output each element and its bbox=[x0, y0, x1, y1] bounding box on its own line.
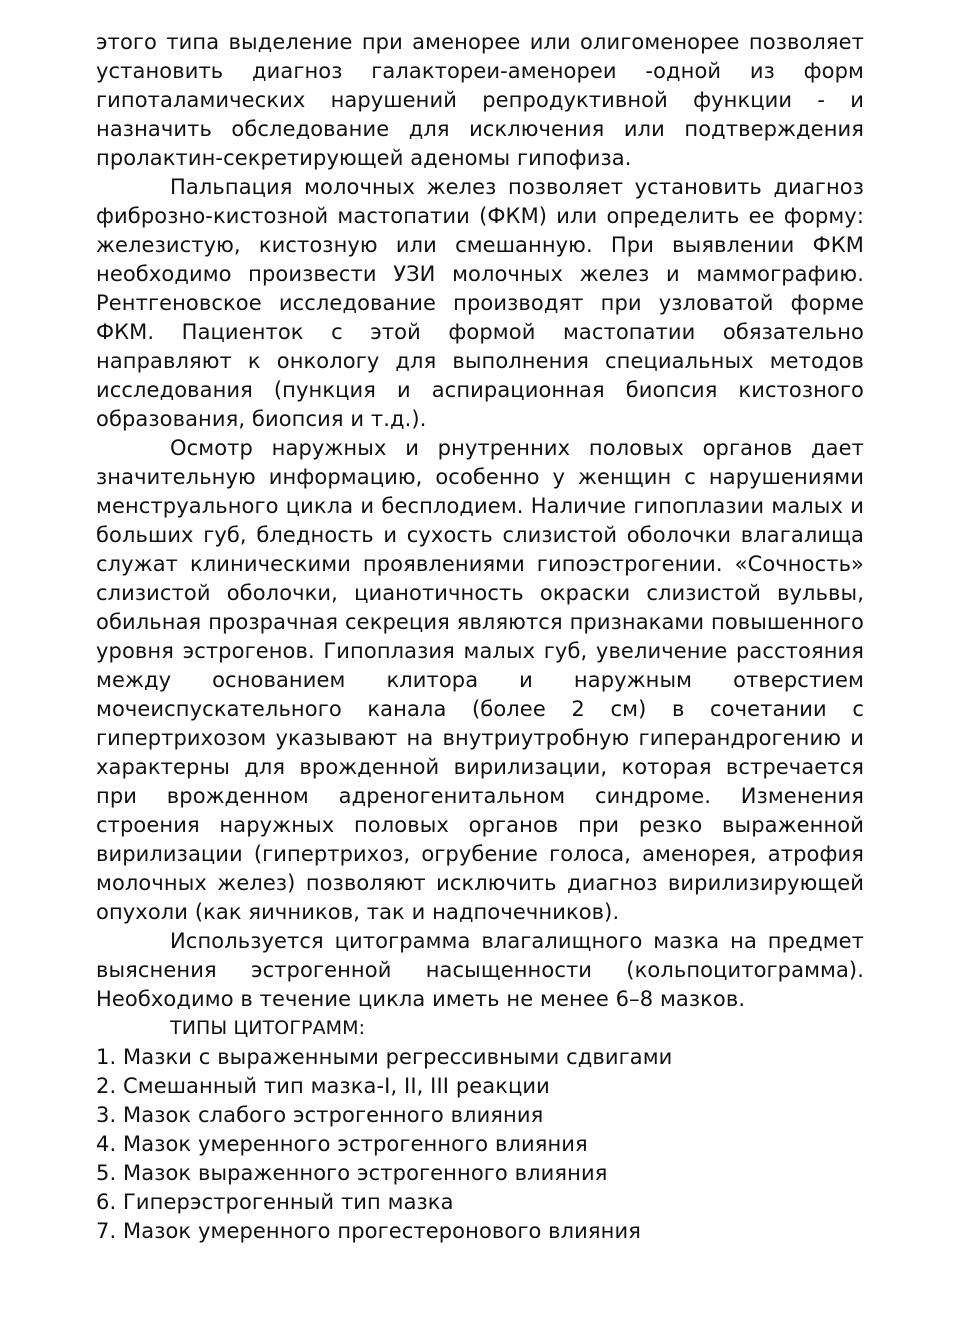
list-item: 6. Гиперэстрогенный тип мазка bbox=[96, 1190, 454, 1214]
list-item: 4. Мазок умеренного эстрогенного влияния bbox=[96, 1132, 588, 1156]
cytogram-types-list bbox=[96, 1043, 864, 1246]
document-page bbox=[96, 28, 864, 1246]
list-item: 1. Мазки с выраженными регрессивными сдвигами bbox=[96, 1045, 673, 1069]
paragraph-cytogram: Используется цитограмма влагалищного мазка на предмет выяснения эстрогенной насыщенности (кольпоцитограмма). Необходимо в течение цикла иметь не менее 6–8 мазков. bbox=[96, 929, 864, 1011]
paragraph-galactorrhea: этого типа выделение при аменорее или олигоменорее позволяет установить диагноз галактореи-аменореи -одной из форм гипоталамических нарушений репродуктивной функции - и назначить обследование для исключения или подтверждения пролактин-секретирующей аденомы гипофиза. bbox=[96, 30, 864, 170]
list-item: 5. Мазок выраженного эстрогенного влияния bbox=[96, 1161, 608, 1185]
list-item: 3. Мазок слабого эстрогенного влияния bbox=[96, 1103, 544, 1127]
cytogram-types-heading: ТИПЫ ЦИТОГРАММ: bbox=[170, 1017, 366, 1039]
list-item: 2. Смешанный тип мазка-I, II, III реакции bbox=[96, 1074, 550, 1098]
paragraph-genital-examination: Осмотр наружных и рнутренних половых органов дает значительную информацию, особенно у женщин с нарушениями менструального цикла и бесплодием. Наличие гипоплазии малых и больших губ, бледность и сухость слизистой оболочки влагалища служат клиническими проявлениями гипоэстрогении. «Сочность» слизистой оболочки, цианотичность окраски слизистой вульвы, обильная прозрачная секреция являются признаками повышенного уровня эстрогенов. Гипоплазия малых губ, увеличение расстояния между основанием клитора и наружным отверстием мочеиспускательного канала (более 2 см) в сочетании с гипертрихозом указывают на внутриутробную гиперандрогению и характерны для врожденной вирилизации, которая встречается при врожденном адреногенитальном синдроме. Изменения строения наружных половых органов при резко выраженной вирилизации (гипертрихоз, огрубение голоса, аменорея, атрофия молочных желез) позволяют исключить диагноз вирилизирующей опухоли (как яичников, так и надпочечников). bbox=[96, 436, 864, 924]
paragraph-breast-palpation: Пальпация молочных желез позволяет установить диагноз фиброзно-кистозной мастопатии (ФКМ) или определить ее форму: железистую, кистозную или смешанную. При выявлении ФКМ необходимо произвести УЗИ молочных желез и маммографию. Рентгеновское исследование производят при узловатой форме ФКМ. Пациенток с этой формой мастопатии обязательно направляют к онкологу для выполнения специальных методов исследования (пункция и аспирационная биопсия кистозного образования, биопсия и т.д.). bbox=[96, 175, 864, 431]
list-item: 7. Мазок умеренного прогестеронового влияния bbox=[96, 1219, 641, 1243]
